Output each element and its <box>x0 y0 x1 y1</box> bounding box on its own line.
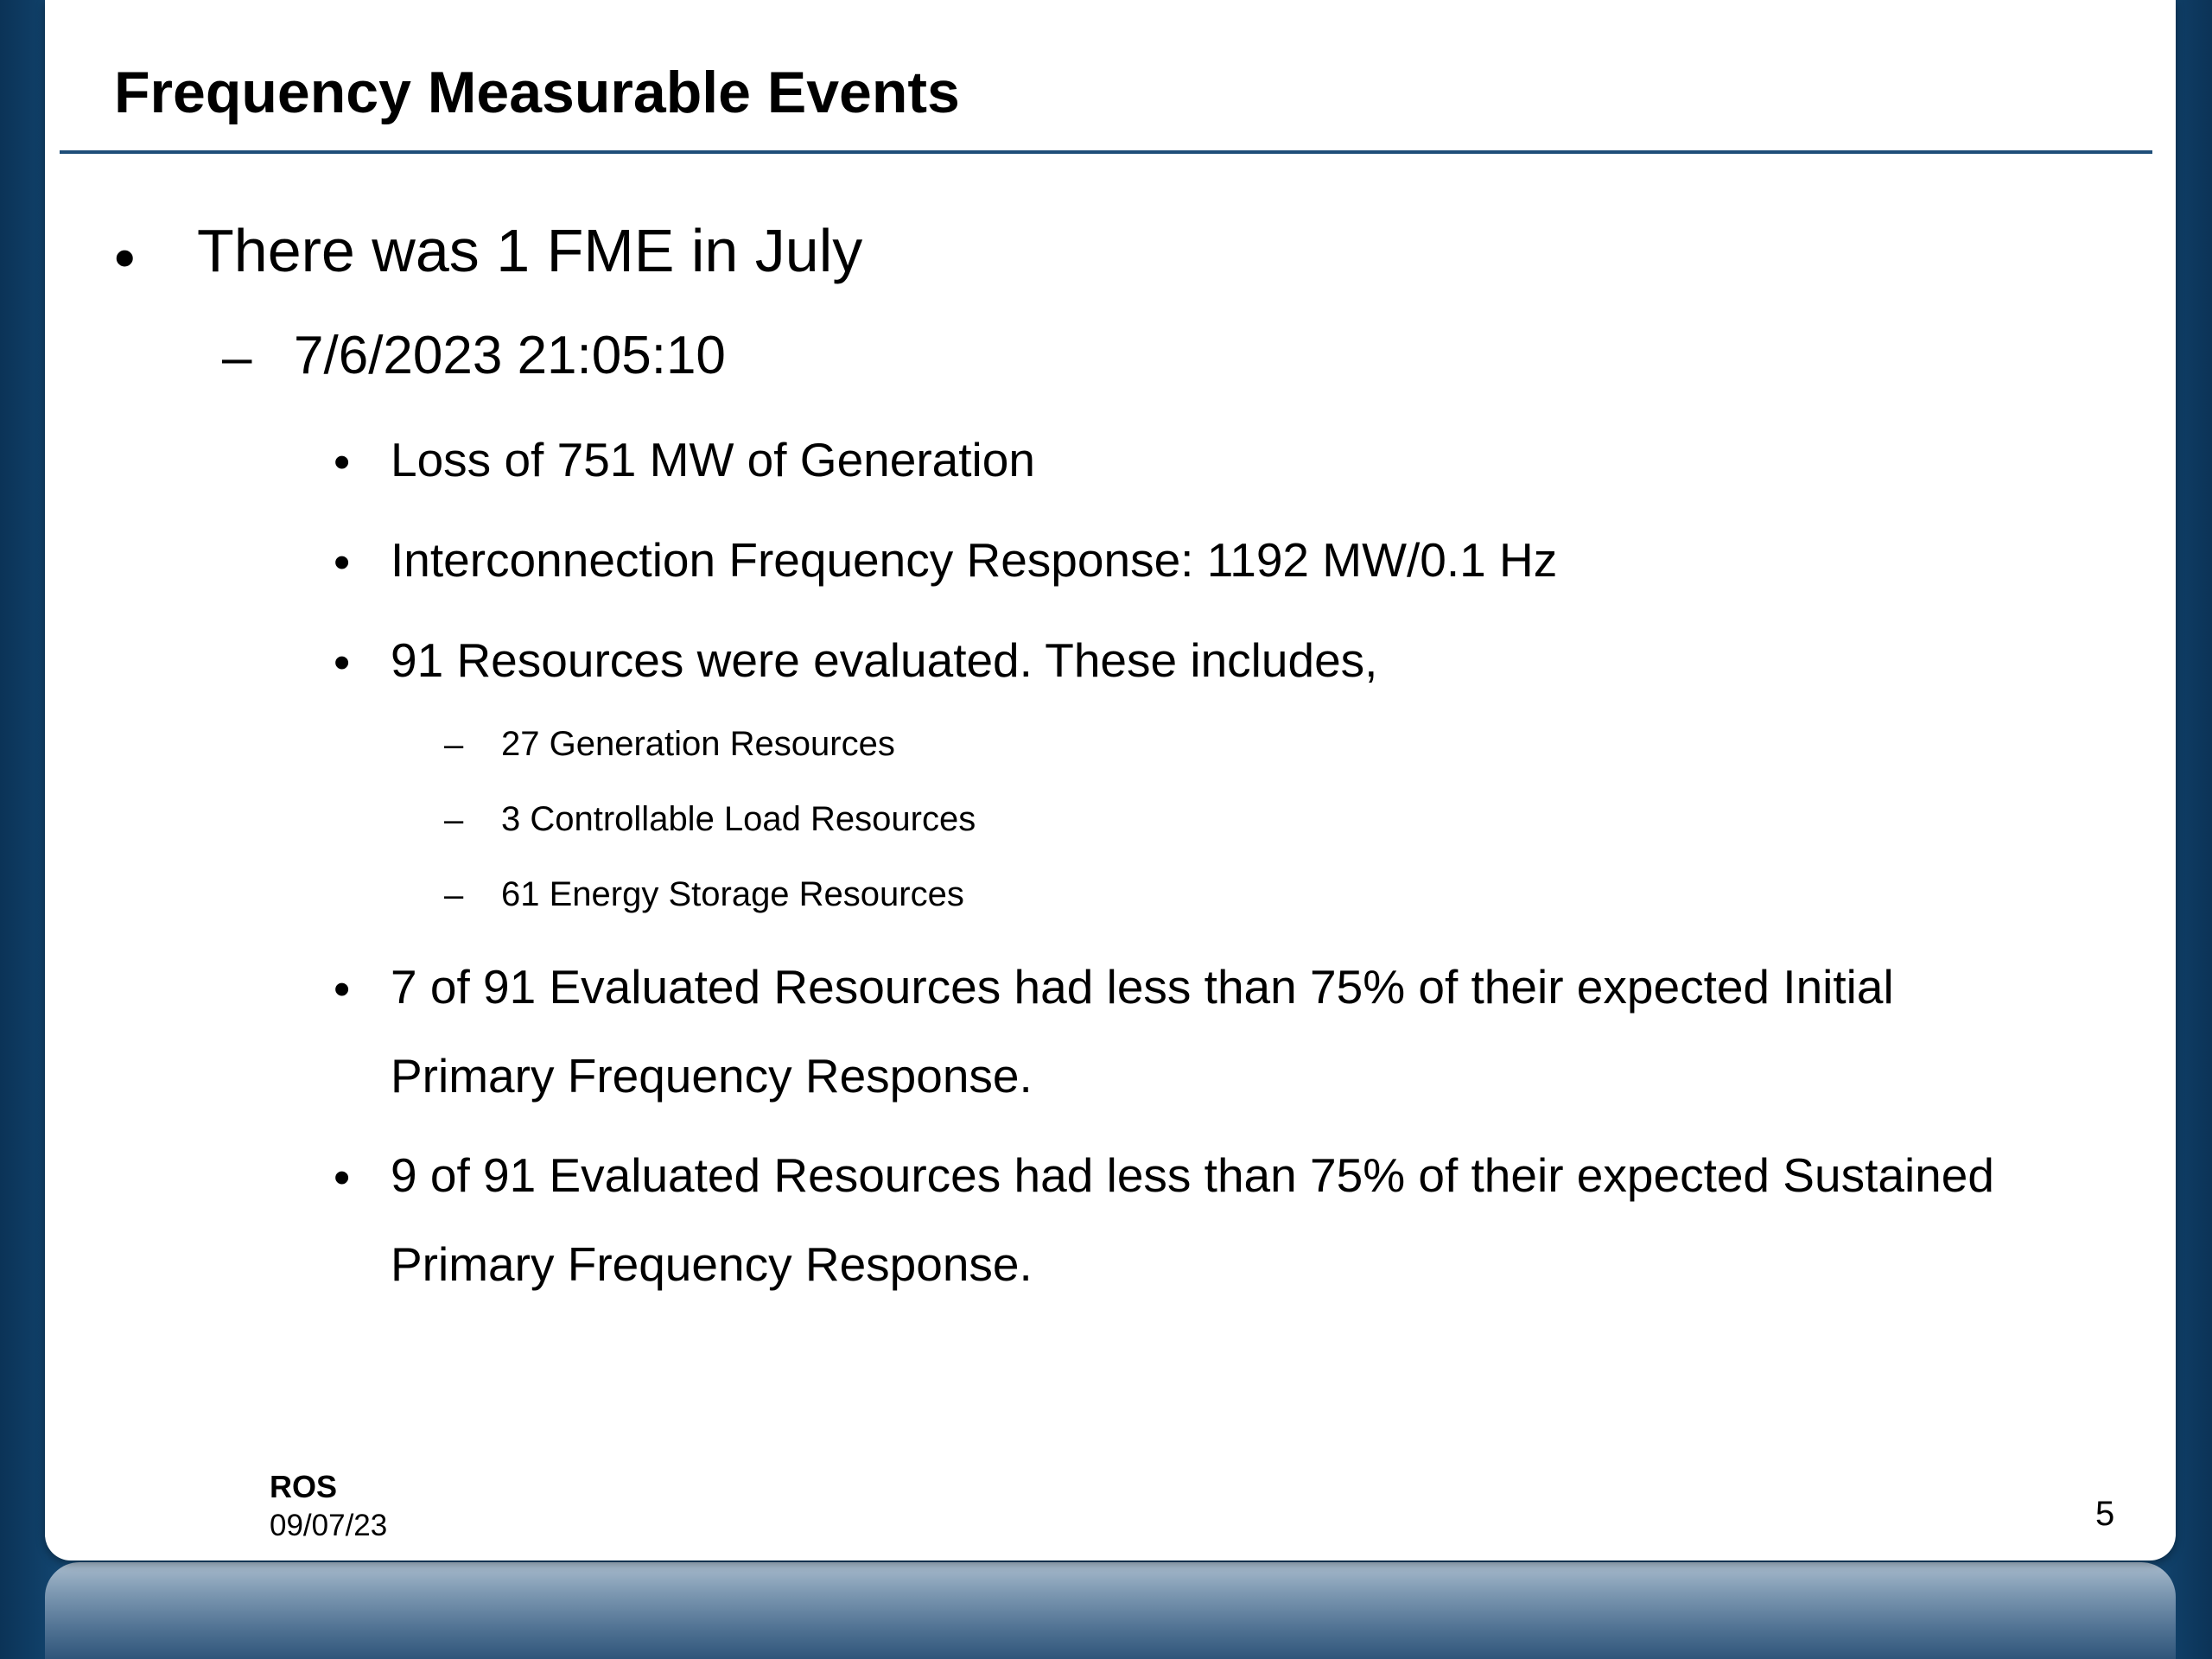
bullet-resources-evaluated: 91 Resources were evaluated. These includes, <box>391 633 1378 687</box>
dash-marker: – <box>444 801 464 839</box>
subitem-load-resources: 3 Controllable Load Resources <box>501 800 976 838</box>
footer-date: 09/07/23 <box>270 1509 388 1542</box>
slide-title: Frequency Measurable Events <box>114 60 960 125</box>
subitem-generation-resources: 27 Generation Resources <box>501 725 895 763</box>
dash-marker: – <box>222 327 252 387</box>
bullet-marker: • <box>334 962 351 1015</box>
bullet-sustained-response-line1: 9 of 91 Evaluated Resources had less than 75% of their expected Sustained <box>391 1148 1994 1202</box>
title-divider <box>60 150 2152 154</box>
dash-marker: – <box>444 876 464 914</box>
bullet-marker: • <box>114 224 136 291</box>
bullet-sustained-response-line2: Primary Frequency Response. <box>391 1237 1033 1291</box>
page-number: 5 <box>2095 1495 2115 1533</box>
bullet-initial-response-line2: Primary Frequency Response. <box>391 1049 1033 1103</box>
bullet-marker: • <box>334 1150 351 1204</box>
bullet-marker: • <box>334 635 351 689</box>
slide <box>45 0 2176 1560</box>
footer-org: ROS <box>270 1469 338 1504</box>
bullet-fme-count: There was 1 FME in July <box>197 217 863 284</box>
bullet-frequency-response: Interconnection Frequency Response: 1192 MW/0.1 Hz <box>391 533 1558 587</box>
slide-bottom-band <box>45 1562 2176 1659</box>
event-timestamp: 7/6/2023 21:05:10 <box>294 326 726 385</box>
bullet-generation-loss: Loss of 751 MW of Generation <box>391 433 1035 486</box>
subitem-storage-resources: 61 Energy Storage Resources <box>501 875 964 913</box>
bullet-marker: • <box>334 435 351 488</box>
dash-marker: – <box>444 726 464 764</box>
bullet-marker: • <box>334 535 351 588</box>
bullet-initial-response-line1: 7 of 91 Evaluated Resources had less than 75% of their expected Initial <box>391 960 1894 1014</box>
